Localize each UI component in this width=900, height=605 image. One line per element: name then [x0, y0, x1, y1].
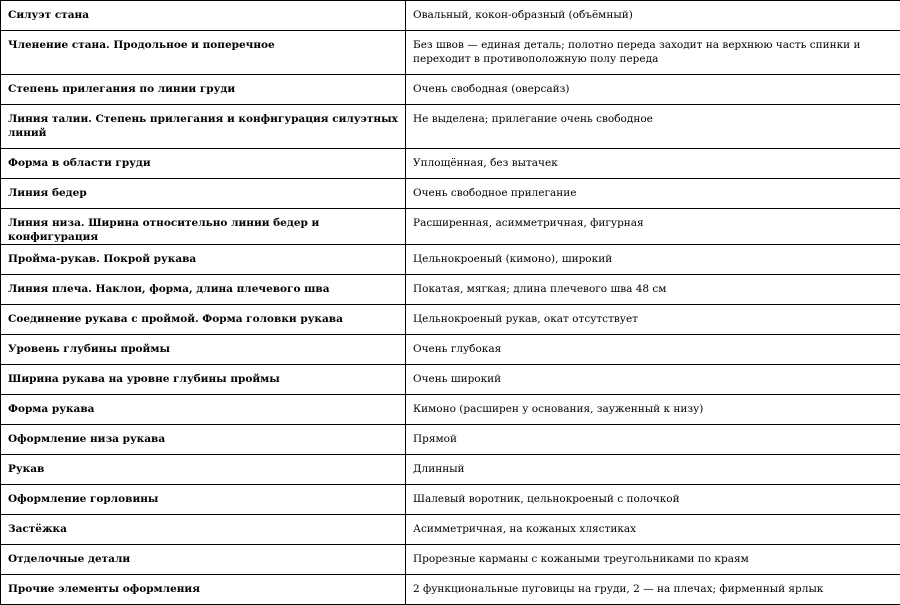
table-row: [1, 149, 900, 179]
table-row: [1, 515, 900, 545]
table-row: [1, 425, 900, 455]
value-cell: Длинный: [406, 455, 900, 485]
property-cell: Рукав: [1, 455, 406, 485]
table-row: [1, 575, 900, 605]
property-cell: Линия плеча. Наклон, форма, длина плечевого шва: [1, 275, 406, 305]
value-cell: 2 функциональные пуговицы на груди, 2 — на плечах; фирменный ярлык: [406, 575, 900, 605]
table-row: [1, 75, 900, 105]
value-cell: Без швов — единая деталь; полотно переда заходит на верхнюю часть спинки и переходит в противоположную полу переда: [406, 31, 900, 75]
property-cell: Уровень глубины проймы: [1, 335, 406, 365]
table-row: [1, 485, 900, 515]
value-cell: Прямой: [406, 425, 900, 455]
property-cell: Соединение рукава с проймой. Форма головки рукава: [1, 305, 406, 335]
table-row: [1, 245, 900, 275]
value-cell: Асимметричная, на кожаных хлястиках: [406, 515, 900, 545]
property-cell: Линия низа. Ширина относительно линии бедер и конфигурация: [1, 209, 406, 245]
table-row: [1, 395, 900, 425]
value-cell: Очень свободная (оверсайз): [406, 75, 900, 105]
property-cell: Прочие элементы оформления: [1, 575, 406, 605]
table-row: [1, 31, 900, 75]
value-cell: Цельнокроеный рукав, окат отсутствует: [406, 305, 900, 335]
table-row: [1, 179, 900, 209]
table-row: [1, 455, 900, 485]
value-cell: Расширенная, асимметричная, фигурная: [406, 209, 900, 245]
property-cell: Силуэт стана: [1, 1, 406, 31]
table-row: [1, 545, 900, 575]
property-cell: Застёжка: [1, 515, 406, 545]
table-row: [1, 1, 900, 31]
table-row: [1, 335, 900, 365]
value-cell: Цельнокроеный (кимоно), широкий: [406, 245, 900, 275]
value-cell: Покатая, мягкая; длина плечевого шва 48 см: [406, 275, 900, 305]
property-cell: Членение стана. Продольное и поперечное: [1, 31, 406, 75]
value-cell: Кимоно (расширен у основания, зауженный к низу): [406, 395, 900, 425]
property-cell: Пройма-рукав. Покрой рукава: [1, 245, 406, 275]
property-cell: Линия талии. Степень прилегания и конфигурация силуэтных линий: [1, 105, 406, 149]
value-cell: Очень свободное прилегание: [406, 179, 900, 209]
table-body: [1, 1, 900, 605]
value-cell: Очень глубокая: [406, 335, 900, 365]
property-cell: Оформление низа рукава: [1, 425, 406, 455]
value-cell: Уплощённая, без вытачек: [406, 149, 900, 179]
value-cell: Овальный, кокон-образный (объёмный): [406, 1, 900, 31]
value-cell: Шалевый воротник, цельнокроеный с полочкой: [406, 485, 900, 515]
table-row: [1, 209, 900, 245]
value-cell: Не выделена; прилегание очень свободное: [406, 105, 900, 149]
value-cell: Прорезные карманы с кожаными треугольниками по краям: [406, 545, 900, 575]
value-cell: Очень широкий: [406, 365, 900, 395]
table-row: [1, 365, 900, 395]
property-cell: Форма рукава: [1, 395, 406, 425]
table-row: [1, 105, 900, 149]
property-cell: Степень прилегания по линии груди: [1, 75, 406, 105]
property-cell: Линия бедер: [1, 179, 406, 209]
property-cell: Форма в области груди: [1, 149, 406, 179]
property-cell: Ширина рукава на уровне глубины проймы: [1, 365, 406, 395]
property-cell: Отделочные детали: [1, 545, 406, 575]
table-row: [1, 305, 900, 335]
table-row: [1, 275, 900, 305]
property-cell: Оформление горловины: [1, 485, 406, 515]
